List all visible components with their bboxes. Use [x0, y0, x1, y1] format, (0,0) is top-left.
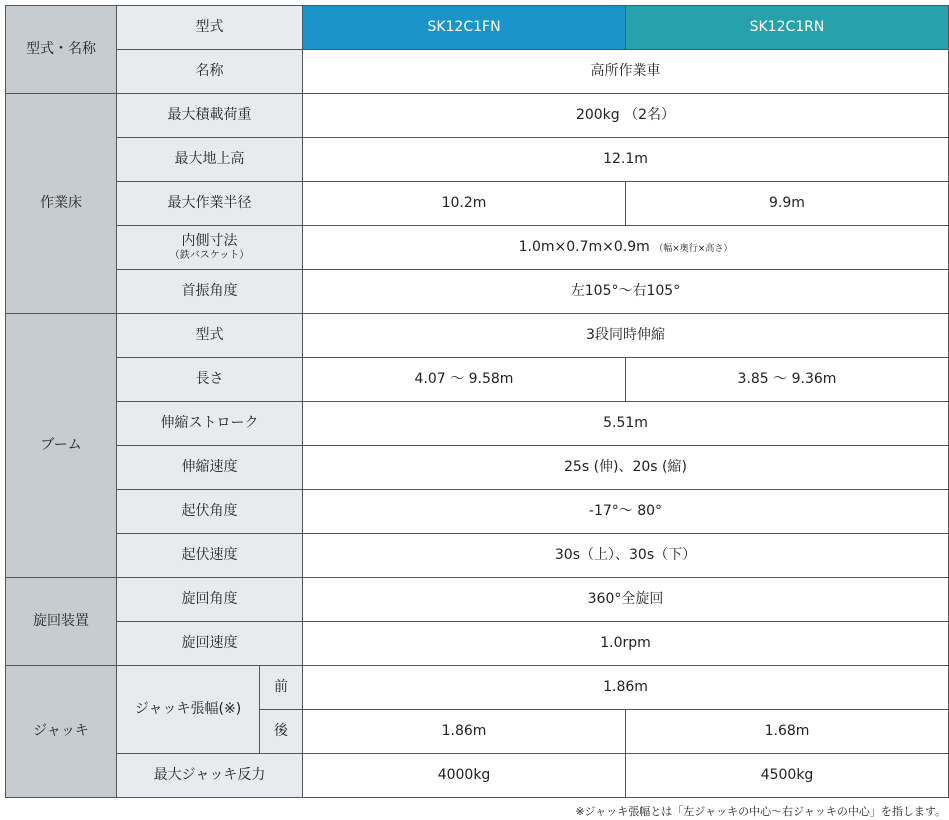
- row-label-inner-dim: [117, 226, 303, 270]
- row-label-luff-speed: 起伏速度: [117, 534, 303, 578]
- footnote: ※ジャッキ張幅とは「左ジャッキの中心～右ジャッキの中心」を指します。: [575, 805, 946, 818]
- row-label-max-radius: 最大作業半径: [117, 182, 303, 226]
- value-luff-angle: -17°～ 80°: [303, 490, 949, 534]
- spec-table-container: [5, 5, 948, 798]
- table-row: [6, 314, 949, 358]
- category-platform: 作業床: [6, 94, 117, 314]
- value-jack-reaction-rn: 4500kg: [626, 754, 949, 798]
- category-jack: ジャッキ: [6, 666, 117, 798]
- value-length-fn: 4.07 ～ 9.58m: [303, 358, 626, 402]
- value-max-radius-fn: 10.2m: [303, 182, 626, 226]
- table-row: [6, 6, 949, 50]
- table-row: [6, 226, 949, 270]
- table-row: [6, 182, 949, 226]
- row-label-max-load: 最大積載荷重: [117, 94, 303, 138]
- spec-table: [5, 5, 949, 798]
- table-row: [6, 138, 949, 182]
- category-slewing: 旋回装置: [6, 578, 117, 666]
- value-boom-type: 3段同時伸縮: [303, 314, 949, 358]
- table-row: [6, 666, 949, 710]
- row-label-stroke: 伸縮ストローク: [117, 402, 303, 446]
- inner-dim-sub: （鉄バスケット）: [169, 250, 250, 262]
- inner-dim-value: 1.0m×0.7m×0.9m: [518, 239, 650, 256]
- value-jack-rear-rn: 1.68m: [626, 710, 949, 754]
- category-model-name: 型式・名称: [6, 6, 117, 94]
- value-stroke: 5.51m: [303, 402, 949, 446]
- row-label-jack-rear: 後: [260, 710, 303, 754]
- row-label-slew-speed: 旋回速度: [117, 622, 303, 666]
- value-luff-speed: 30s（上）、30s（下）: [303, 534, 949, 578]
- table-row: [6, 270, 949, 314]
- table-row: [6, 94, 949, 138]
- table-row: [6, 578, 949, 622]
- model-header-sk12c1rn: SK12C1RN: [626, 6, 949, 50]
- inner-dim-label: 内側寸法: [181, 233, 238, 250]
- row-label-length: 長さ: [117, 358, 303, 402]
- row-label-max-height: 最大地上高: [117, 138, 303, 182]
- value-max-load: 200kg （2名）: [303, 94, 949, 138]
- value-swing-angle: 左105°～右105°: [303, 270, 949, 314]
- table-row: [6, 50, 949, 94]
- table-row: [6, 402, 949, 446]
- table-row: [6, 490, 949, 534]
- row-label-slew-angle: 旋回角度: [117, 578, 303, 622]
- table-row: [6, 358, 949, 402]
- model-header-sk12c1fn: SK12C1FN: [303, 6, 626, 50]
- value-inner-dim: [303, 226, 949, 270]
- table-row: [6, 622, 949, 666]
- inner-dim-note: （幅×奥行×高さ）: [654, 244, 733, 255]
- table-row: [6, 754, 949, 798]
- value-tele-speed: 25s (伸)、20s (縮): [303, 446, 949, 490]
- table-row: [6, 534, 949, 578]
- row-label-swing-angle: 首振角度: [117, 270, 303, 314]
- value-slew-speed: 1.0rpm: [303, 622, 949, 666]
- row-label-jack-reaction: 最大ジャッキ反力: [117, 754, 303, 798]
- row-label-type: 型式: [117, 6, 303, 50]
- value-jack-front: 1.86m: [303, 666, 949, 710]
- value-slew-angle: 360°全旋回: [303, 578, 949, 622]
- value-max-height: 12.1m: [303, 138, 949, 182]
- row-label-jack-front: 前: [260, 666, 303, 710]
- row-label-boom-type: 型式: [117, 314, 303, 358]
- value-max-radius-rn: 9.9m: [626, 182, 949, 226]
- row-label-tele-speed: 伸縮速度: [117, 446, 303, 490]
- value-jack-rear-fn: 1.86m: [303, 710, 626, 754]
- category-boom: ブーム: [6, 314, 117, 578]
- value-length-rn: 3.85 ～ 9.36m: [626, 358, 949, 402]
- row-label-luff-angle: 起伏角度: [117, 490, 303, 534]
- row-label-name: 名称: [117, 50, 303, 94]
- table-row: [6, 446, 949, 490]
- row-label-jack-span: ジャッキ張幅(※): [117, 666, 260, 754]
- value-jack-reaction-fn: 4000kg: [303, 754, 626, 798]
- value-name: 高所作業車: [303, 50, 949, 94]
